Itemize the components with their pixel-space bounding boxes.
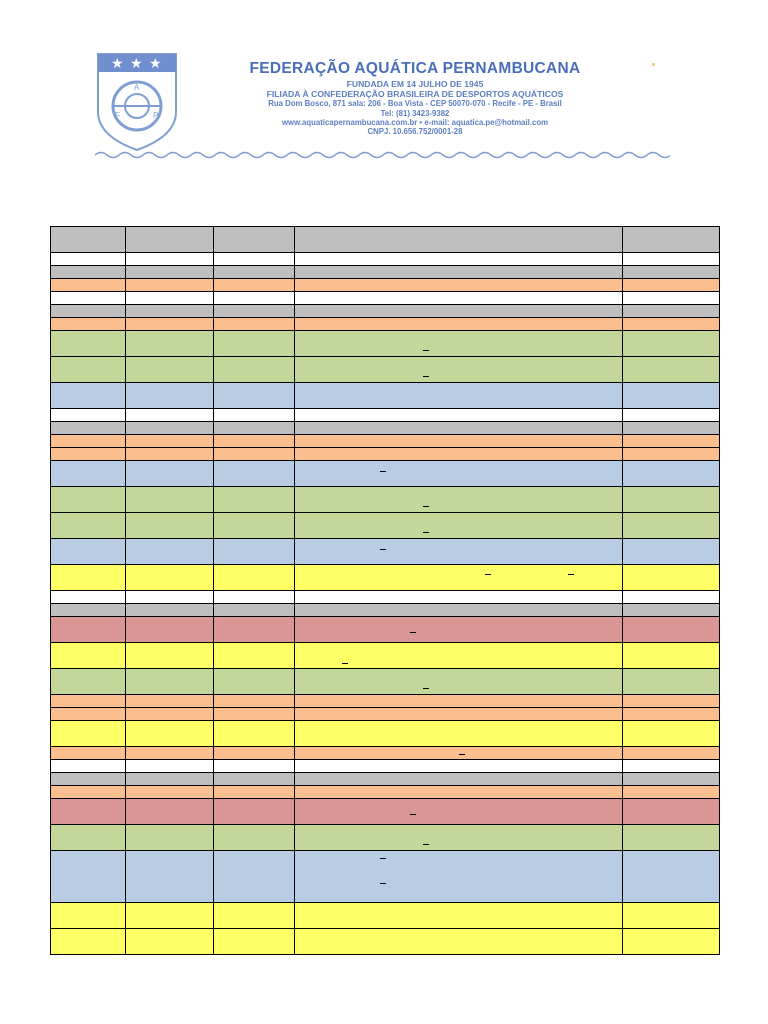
dash-mark (410, 632, 416, 633)
table-cell (623, 253, 720, 266)
table-cell (623, 487, 720, 513)
table-cell (51, 383, 126, 409)
dash-mark (423, 506, 429, 507)
table-row (51, 422, 720, 435)
dash-mark (423, 350, 429, 351)
table-cell (126, 565, 214, 591)
table-cell (214, 253, 295, 266)
table-cell (214, 643, 295, 669)
table-row (51, 773, 720, 786)
table-cell (126, 825, 214, 851)
table-cell (214, 409, 295, 422)
table-cell (623, 227, 720, 253)
dash-mark (380, 858, 386, 859)
table-cell (214, 786, 295, 799)
table-cell (126, 708, 214, 721)
wave-divider (95, 148, 670, 162)
svg-text:★: ★ (149, 56, 162, 72)
dash-mark (423, 532, 429, 533)
table-row (51, 383, 720, 409)
table-cell (214, 513, 295, 539)
table-cell (295, 253, 623, 266)
table-cell (623, 422, 720, 435)
table-cell (126, 253, 214, 266)
table-row (51, 292, 720, 305)
table-row (51, 708, 720, 721)
table-cell (214, 721, 295, 747)
table-cell (126, 448, 214, 461)
table-row (51, 760, 720, 773)
table-cell (51, 825, 126, 851)
logo-letter-p: P (153, 111, 159, 120)
table-cell (126, 669, 214, 695)
table-cell (623, 539, 720, 565)
table-row (51, 617, 720, 643)
table-row (51, 409, 720, 422)
dash-mark (423, 844, 429, 845)
table-cell (126, 435, 214, 448)
phone-line: Tel: (81) 3423-9382 (380, 108, 450, 118)
table-row (51, 786, 720, 799)
table-cell (295, 279, 623, 292)
table-cell (295, 851, 623, 903)
table-cell (126, 266, 214, 279)
table-cell (214, 383, 295, 409)
table-cell (126, 643, 214, 669)
table-cell (295, 539, 623, 565)
table-cell (623, 617, 720, 643)
table-cell (51, 708, 126, 721)
table-cell (51, 305, 126, 318)
table-cell (214, 448, 295, 461)
table-cell (51, 435, 126, 448)
table-cell (51, 318, 126, 331)
table-row (51, 331, 720, 357)
table-cell (623, 786, 720, 799)
table-cell (51, 851, 126, 903)
dash-mark (380, 883, 386, 884)
table-cell (295, 669, 623, 695)
table-row (51, 539, 720, 565)
table-cell (623, 318, 720, 331)
table-cell (623, 747, 720, 760)
table-cell (623, 760, 720, 773)
table-cell (214, 695, 295, 708)
table-cell (214, 799, 295, 825)
table-cell (51, 591, 126, 604)
table-row (51, 253, 720, 266)
table-cell (295, 227, 623, 253)
table-cell (214, 357, 295, 383)
table-cell (126, 487, 214, 513)
table-cell (295, 695, 623, 708)
table-cell (126, 721, 214, 747)
table-cell (126, 747, 214, 760)
table-cell (295, 799, 623, 825)
table-row (51, 487, 720, 513)
table-cell (51, 799, 126, 825)
table-row (51, 279, 720, 292)
table-cell (214, 604, 295, 617)
dash-mark (568, 574, 574, 575)
table-cell (214, 266, 295, 279)
table-cell (214, 461, 295, 487)
table-cell (126, 422, 214, 435)
table-cell (295, 422, 623, 435)
table-cell (623, 383, 720, 409)
table-cell (623, 604, 720, 617)
table-cell (51, 539, 126, 565)
table-cell (295, 721, 623, 747)
table-cell (295, 513, 623, 539)
table-cell (214, 825, 295, 851)
table-row (51, 448, 720, 461)
table-cell (51, 565, 126, 591)
table-cell (51, 786, 126, 799)
table-cell (214, 279, 295, 292)
table-cell (623, 903, 720, 929)
table-cell (214, 760, 295, 773)
table-cell (295, 591, 623, 604)
table-cell (51, 487, 126, 513)
table-cell (623, 643, 720, 669)
table-cell (126, 383, 214, 409)
letterhead (95, 50, 670, 165)
table-cell (126, 409, 214, 422)
table-cell (623, 708, 720, 721)
table-cell (51, 357, 126, 383)
table-cell (214, 851, 295, 903)
dash-mark (423, 688, 429, 689)
table-cell (126, 357, 214, 383)
table-row (51, 695, 720, 708)
table-row (51, 513, 720, 539)
table-cell (295, 617, 623, 643)
logo-letter-a: A (134, 83, 140, 92)
table-cell (126, 851, 214, 903)
table-cell (295, 331, 623, 357)
table-cell (126, 513, 214, 539)
table-cell (51, 292, 126, 305)
logo-letter-f: F (115, 111, 120, 120)
table-cell (214, 318, 295, 331)
table-cell (126, 929, 214, 955)
table-cell (295, 786, 623, 799)
table-cell (295, 448, 623, 461)
table-cell (126, 604, 214, 617)
table-row (51, 565, 720, 591)
table-row (51, 825, 720, 851)
table-cell (126, 539, 214, 565)
table-cell (623, 292, 720, 305)
federation-title: FEDERAÇÃO AQUÁTICA PERNAMBUCANA (249, 60, 581, 77)
table-row (51, 266, 720, 279)
table-cell (295, 643, 623, 669)
table-row (51, 721, 720, 747)
table-cell (51, 422, 126, 435)
table-cell (214, 422, 295, 435)
table-cell (623, 461, 720, 487)
federation-shield-logo (95, 52, 179, 152)
table-row (51, 747, 720, 760)
table-cell (126, 279, 214, 292)
table-cell (51, 409, 126, 422)
web-email-line: www.aquaticapernambucana.com.br • e-mail: aquatica.pe@hotmail.com (281, 117, 549, 127)
table-cell (214, 227, 295, 253)
founded-line: FUNDADA EM 14 JULHO DE 1945 (346, 78, 484, 89)
table-cell (295, 604, 623, 617)
table-row (51, 591, 720, 604)
table-cell (126, 617, 214, 643)
table-row (51, 799, 720, 825)
dash-mark (410, 814, 416, 815)
table-cell (214, 539, 295, 565)
table-cell (126, 799, 214, 825)
table-cell (126, 318, 214, 331)
table-cell (51, 747, 126, 760)
table-cell (51, 760, 126, 773)
table-cell (623, 721, 720, 747)
letterhead-text (215, 60, 615, 137)
table-cell (51, 227, 126, 253)
table-cell (51, 253, 126, 266)
cnpj-line: CNPJ. 10.656.752/0001-28 (367, 127, 463, 137)
table-cell (623, 435, 720, 448)
table-header-row (51, 227, 720, 253)
table-cell (214, 747, 295, 760)
table-cell (623, 409, 720, 422)
table-cell (214, 708, 295, 721)
table-cell (295, 565, 623, 591)
table-cell (51, 617, 126, 643)
table-cell (214, 669, 295, 695)
table-cell (623, 357, 720, 383)
table-cell (295, 409, 623, 422)
table-cell (214, 435, 295, 448)
table-cell (623, 266, 720, 279)
table-cell (214, 565, 295, 591)
table-cell (295, 461, 623, 487)
table-cell (295, 747, 623, 760)
table-cell (214, 487, 295, 513)
table-cell (126, 695, 214, 708)
table-cell (295, 825, 623, 851)
schedule-table-body (51, 227, 720, 955)
table-cell (51, 773, 126, 786)
table-cell (214, 331, 295, 357)
table-cell (51, 929, 126, 955)
table-cell (126, 227, 214, 253)
table-row (51, 851, 720, 903)
table-cell (51, 331, 126, 357)
dash-mark (380, 549, 386, 550)
table-cell (623, 305, 720, 318)
table-cell (214, 929, 295, 955)
table-cell (623, 331, 720, 357)
dash-mark (423, 376, 429, 377)
table-cell (623, 825, 720, 851)
table-cell (623, 929, 720, 955)
table-row (51, 604, 720, 617)
table-cell (295, 903, 623, 929)
address-line: Rua Dom Bosco, 871 sala: 206 - Boa Vista - CEP 50070-070 - Recife - PE - Brasil (268, 99, 562, 109)
decorative-dot (652, 63, 655, 66)
table-row (51, 643, 720, 669)
table-row (51, 461, 720, 487)
table-cell (126, 773, 214, 786)
table-cell (623, 669, 720, 695)
table-cell (623, 448, 720, 461)
table-cell (623, 591, 720, 604)
table-cell (126, 292, 214, 305)
table-cell (623, 695, 720, 708)
table-cell (214, 305, 295, 318)
table-cell (295, 266, 623, 279)
table-cell (214, 591, 295, 604)
schedule-table (50, 226, 720, 955)
table-cell (51, 513, 126, 539)
svg-text:★: ★ (130, 56, 143, 72)
table-cell (126, 305, 214, 318)
affiliation-line: FILIADA À CONFEDERAÇÃO BRASILEIRA DE DESPORTOS AQUÁTICOS (266, 88, 564, 99)
table-row (51, 305, 720, 318)
table-cell (295, 292, 623, 305)
table-cell (623, 851, 720, 903)
svg-text:★: ★ (111, 56, 124, 72)
table-cell (214, 773, 295, 786)
table-cell (295, 773, 623, 786)
table-cell (295, 357, 623, 383)
table-cell (126, 331, 214, 357)
table-cell (295, 305, 623, 318)
table-row (51, 669, 720, 695)
table-cell (295, 318, 623, 331)
table-cell (51, 695, 126, 708)
table-cell (295, 435, 623, 448)
table-cell (51, 266, 126, 279)
table-cell (295, 383, 623, 409)
table-cell (51, 448, 126, 461)
table-cell (126, 760, 214, 773)
table-cell (295, 708, 623, 721)
table-cell (295, 760, 623, 773)
table-cell (623, 565, 720, 591)
table-cell (51, 604, 126, 617)
table-cell (51, 279, 126, 292)
table-cell (623, 279, 720, 292)
dash-mark (380, 471, 386, 472)
table-cell (214, 617, 295, 643)
table-cell (126, 903, 214, 929)
table-cell (623, 799, 720, 825)
table-row (51, 357, 720, 383)
table-cell (126, 591, 214, 604)
table-row (51, 903, 720, 929)
table-cell (295, 929, 623, 955)
table-cell (51, 903, 126, 929)
dash-mark (342, 663, 348, 664)
table-cell (126, 461, 214, 487)
table-cell (51, 669, 126, 695)
table-cell (51, 721, 126, 747)
table-row (51, 929, 720, 955)
table-cell (295, 487, 623, 513)
table-row (51, 435, 720, 448)
dash-mark (459, 754, 465, 755)
table-cell (214, 903, 295, 929)
table-cell (623, 773, 720, 786)
table-cell (623, 513, 720, 539)
table-cell (214, 292, 295, 305)
table-cell (51, 643, 126, 669)
table-row (51, 318, 720, 331)
dash-mark (485, 574, 491, 575)
table-cell (51, 461, 126, 487)
table-cell (126, 786, 214, 799)
